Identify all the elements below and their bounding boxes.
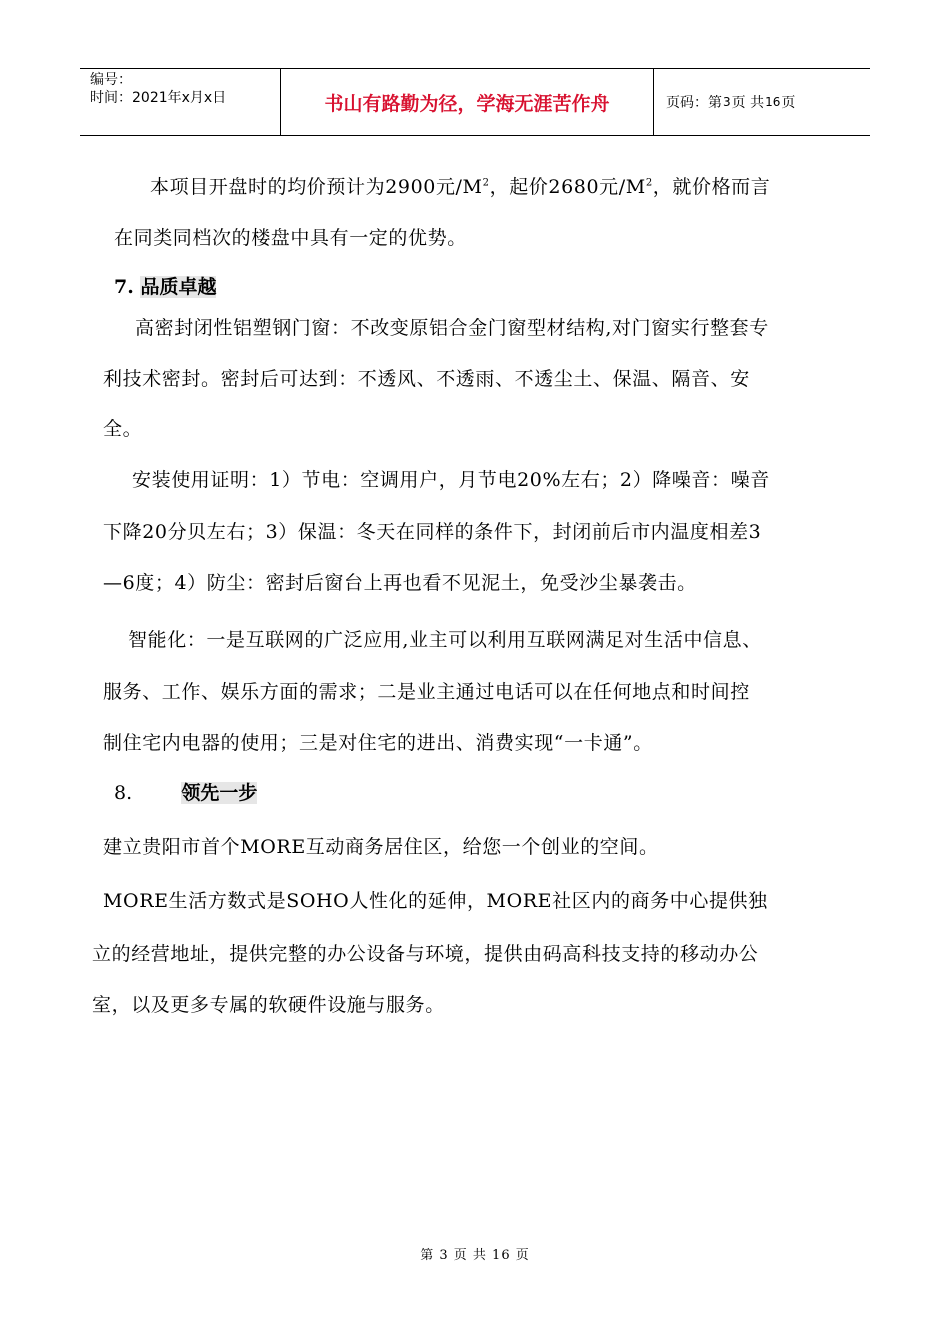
paragraph-line: 建立贵阳市首个MORE互动商务居住区，给您一个创业的空间。 (103, 836, 659, 858)
header-page-info (654, 69, 870, 135)
paragraph-line: 下降20分贝左右；3）保温：冬天在同样的条件下，封闭前后市内温度相差3 (103, 521, 762, 543)
header-page-current: 3 (723, 95, 731, 109)
section-heading-8 (114, 778, 257, 805)
section-title: 品质卓越 (140, 276, 217, 298)
section-number: 7. (114, 276, 134, 298)
section-heading-7 (114, 272, 216, 299)
header-page-mid: 页 共 (731, 95, 765, 111)
header-motto: 书山有路勤为径，学海无涯苦作舟 (281, 69, 654, 135)
price-text: 本项目开盘时的均价预计为2900元/M (150, 176, 483, 198)
price-text: ，就价格而言 (652, 176, 771, 198)
paragraph-line: 制住宅内电器的使用；三是对住宅的进出、消费实现“一卡通”。 (103, 732, 653, 754)
header-page-suffix: 页 (781, 95, 796, 111)
section-number: 8. (114, 782, 133, 804)
header-date-label: 时间：2021年x月x日 (90, 90, 227, 106)
superscript: 2 (645, 177, 653, 189)
paragraph-line: 在同类同档次的楼盘中具有一定的优势。 (114, 227, 467, 249)
paragraph-line: 全。 (103, 418, 143, 440)
paragraph-line: 立的经营地址，提供完整的办公设备与环境，提供由码高科技支持的移动办公 (92, 943, 759, 965)
page-footer: 第 3 页 共 16 页 (420, 1248, 530, 1263)
paragraph-line: —6度；4）防尘：密封后窗台上再也看不见泥土，免受沙尘暴袭击。 (103, 572, 697, 594)
document-header (80, 68, 870, 136)
header-page-total: 16 (765, 95, 781, 109)
header-code-label: 编号： (90, 72, 132, 88)
paragraph-line: 智能化：一是互联网的广泛应用,业主可以利用互联网满足对生活中信息、 (128, 629, 762, 651)
section-title: 领先一步 (181, 782, 258, 804)
paragraph-line: 服务、工作、娱乐方面的需求；二是业主通过电话可以在任何地点和时间控 (103, 681, 750, 703)
paragraph-line: 利技术密封。密封后可达到：不透风、不透雨、不透尘土、保温、隔音、安 (103, 368, 750, 390)
superscript: 2 (482, 177, 490, 189)
paragraph-line (150, 172, 770, 199)
paragraph-line: 安装使用证明：1）节电：空调用户，月节电20%左右；2）降噪音：噪音 (132, 469, 770, 491)
paragraph-line: 高密封闭性铝塑钢门窗：不改变原铝合金门窗型材结构,对门窗实行整套专 (135, 317, 769, 339)
price-text: ，起价2680元/M (489, 176, 646, 198)
header-page-prefix: 页码：第 (666, 95, 722, 111)
paragraph-line: 室，以及更多专属的软硬件设施与服务。 (92, 994, 445, 1016)
paragraph-line: MORE生活方数式是SOHO人性化的延伸，MORE社区内的商务中心提供独 (103, 890, 768, 912)
header-meta (80, 69, 281, 135)
